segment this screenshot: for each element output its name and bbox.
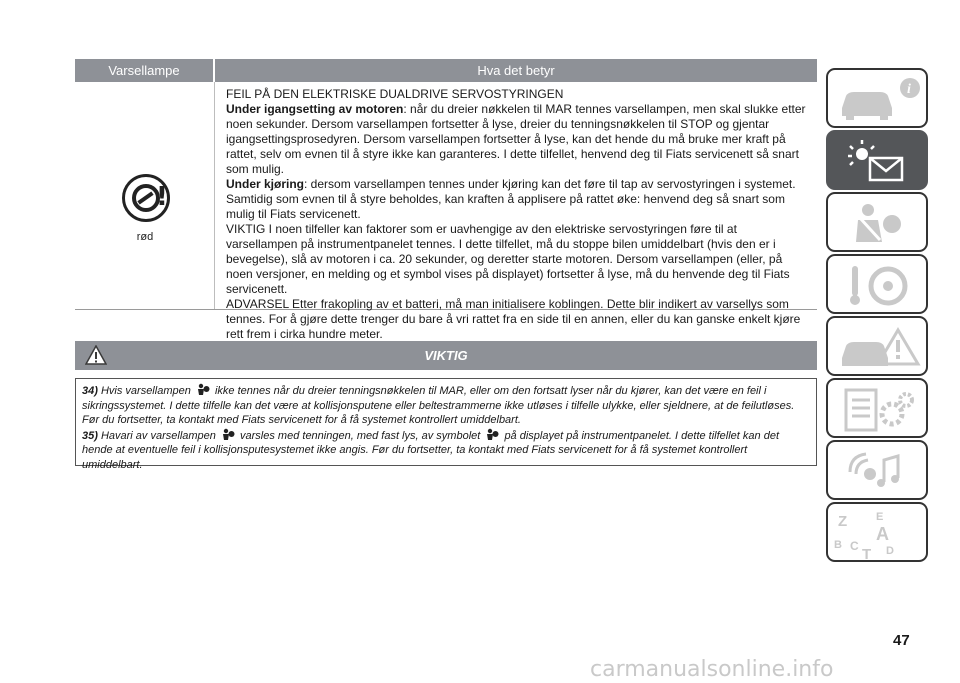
tab-safety[interactable] [826, 192, 928, 252]
meaning-cell [215, 82, 817, 341]
note-34 [82, 383, 810, 428]
svg-text:B: B [834, 539, 842, 551]
airbag-warning-icon [196, 383, 210, 396]
important-notes-box [75, 378, 817, 471]
svg-text:Z: Z [838, 513, 848, 530]
note-35 [82, 428, 810, 473]
paragraph-driving [226, 177, 811, 222]
note-35-text-a: Havari av varsellampen [100, 429, 216, 442]
table-header [75, 59, 817, 82]
seatbelt-airbag-icon [828, 194, 930, 254]
note-35-number: 35) [82, 429, 98, 442]
multimedia-icon [828, 442, 930, 502]
table-row [75, 82, 817, 341]
svg-text:i: i [907, 82, 911, 97]
airbag-warning-icon [221, 428, 235, 441]
paragraph-startup [226, 102, 811, 177]
tab-index[interactable] [826, 502, 928, 562]
tab-emergency[interactable] [826, 316, 928, 376]
col-header-warning-light: Varsellampe [75, 59, 215, 82]
fault-title: FEIL PÅ DEN ELEKTRISKE DUALDRIVE SERVOSTYRINGEN [226, 87, 564, 101]
note-35-text-b: varsles med tenningen, med fast lys, av symbolet [240, 429, 481, 442]
svg-text:T: T [862, 546, 872, 563]
car-info-icon [828, 70, 930, 130]
alphabetical-index-icon [828, 504, 930, 564]
tab-multimedia[interactable] [826, 440, 928, 500]
warning-lights-messages-icon [828, 132, 930, 192]
svg-text:D: D [886, 545, 894, 557]
startup-heading: Under igangsetting av motoren [226, 102, 404, 116]
airbag-warning-icon [485, 428, 499, 441]
important-title: VIKTIG [424, 348, 468, 363]
important-banner [75, 341, 817, 370]
maintenance-gear-icon [828, 380, 930, 440]
startup-text: : når du dreier nøkkelen til MAR tennes varsellampen, men skal slukke etter noen sekunder. Dersom varsellampen fortsetter å lyse, dreier du tenningsnøkkelen til STOP og gjentar igangsettingsprosedyren. Dersom varsellampen fortsetter å lyse, kan det hende du må bruke mer kraft på rattet, selv om evnen til å styre ikke kan garanteres. I dette tilfellet, henvend deg til Fiats servicenett så snart som mulig. [226, 102, 806, 176]
tab-car-info[interactable] [826, 68, 928, 128]
page-number: 47 [893, 632, 910, 649]
car-accident-icon [828, 318, 930, 378]
lamp-color-label: rød [136, 231, 154, 243]
note-34-number: 34) [82, 385, 98, 397]
key-steering-wheel-icon [828, 256, 930, 316]
warning-light-cell [75, 82, 215, 309]
paragraph-important: VIKTIG I noen tilfeller kan faktorer som er uavhengige av den elektriske servostyringen føre til at varsellampen på instrumentpanelet tennes. I dette tilfellet, må du stoppe bilen umiddelbart (hvis den er i bevegelse), slå av motoren i ca. 20 sekunder, og deretter starte motoren. Dersom varsellampen (eller, på noen versjoner, en melding og et symbol vises på displayet) fortsetter å lyse, må du henvende deg til Fiats servicenett. [226, 222, 790, 296]
driving-text: : dersom varsellampen tennes under kjøring kan det føre til tap av servostyringen i systemet. Samtidig som evnen til å styre beholdes, kan kraften å applisere på rattet øke: henvend deg så snart som mulig til Fiats servicenett. [226, 177, 796, 221]
svg-text:A: A [876, 524, 889, 544]
svg-text:C: C [850, 539, 859, 553]
note-34-text-a: Hvis varsellampen [100, 385, 191, 397]
note-35-text-c: på displayet på instrumentpanelet. I dette tilfellet kan det hende at eventuelle feil i kollisjonsputesystemet ikke angis. Før du fortsetter, ta kontakt med Fiats servicenett for å få systemet kontrollert umiddelbart. [82, 429, 779, 471]
note-34-text-b: ikke tennes når du dreier tenningsnøkkelen til MAR, eller om den fortsatt lyser når du kjører, kan det være en feil i sikringssystemet. I dette tilfelle kan det være at kollisjonsputene eller beltestrammerne ikke utløses i tilfelle ulykke, eller sjeldnere, at de feilutløses. Før du fortsetter, ta kontakt med Fiats servicenett for å få systemet kontrollert umiddelbart. [82, 385, 795, 426]
steering-warning-icon: ! [122, 174, 170, 222]
tab-warning-lights[interactable] [826, 130, 928, 190]
tab-maintenance[interactable] [826, 378, 928, 438]
watermark: carmanualsonline.info [590, 657, 834, 682]
tab-starting-driving[interactable] [826, 254, 928, 314]
col-header-meaning: Hva det betyr [477, 63, 555, 78]
driving-heading: Under kjøring [226, 177, 305, 191]
svg-text:E: E [876, 511, 884, 523]
paragraph-warning: ADVARSEL Etter frakopling av et batteri, må man initialisere koblingen. Dette blir indikert av varsellys som tennes. For å gjøre dette trenger du bare å vri rattet fra en side til en annen, eller du kan ganske enkelt kjøre rett frem i cirka hundre meter. [226, 297, 801, 341]
